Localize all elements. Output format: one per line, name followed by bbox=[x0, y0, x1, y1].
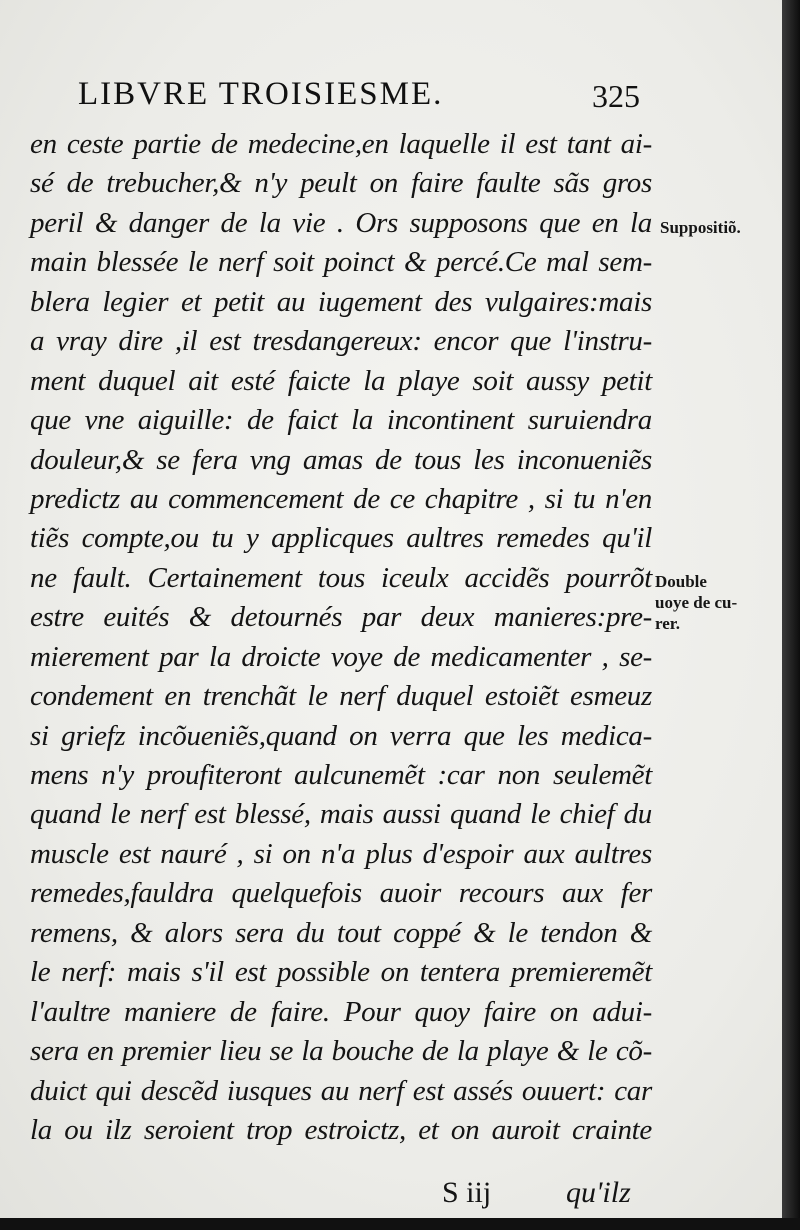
page-number: 325 bbox=[592, 78, 640, 114]
text-line: sé de trebucher,& n'y peult on faire faulte sãs gros bbox=[30, 167, 652, 200]
text-line: muscle est nauré , si on n'a plus d'espoir aux aultres bbox=[30, 837, 652, 870]
page-bottom-shadow bbox=[0, 1218, 800, 1230]
text-line: tiẽs compte,ou tu y applicques aultres remedes qu'il bbox=[30, 522, 652, 555]
text-line: quand le nerf est blessé, mais aussi quand le chief du bbox=[30, 798, 652, 831]
page-edge-shadow bbox=[782, 0, 800, 1230]
text-line: mierement par la droicte voye de medicamenter , se- bbox=[30, 640, 652, 673]
text-line: que vne aiguille: de faict la incontinent suruiendra bbox=[30, 404, 652, 437]
catchword: qu'ilz bbox=[566, 1176, 631, 1209]
text-line: sera en premier lieu se la bouche de la playe & le cõ- bbox=[30, 1035, 652, 1068]
text-line: ment duquel ait esté faicte la playe soit aussy petit bbox=[30, 364, 652, 397]
text-line: estre euités & detournés par deux manieres:pre- bbox=[30, 601, 652, 634]
text-line: ne fault. Certainement tous iceulx accidẽs pourrõt bbox=[30, 561, 652, 594]
text-line: mens n'y proufiteront aulcunemẽt :car non seulemẽt bbox=[30, 759, 652, 791]
text-line: remens, & alors sera du tout coppé & le tendon & bbox=[30, 916, 652, 949]
margin-note-line: rer. bbox=[655, 614, 681, 633]
text-line: si griefz incõueniẽs,quand on verra que les medica- bbox=[30, 719, 652, 752]
text-line: blera legier et petit au iugement des vulgaires:mais bbox=[30, 285, 652, 318]
text-line: a vray dire ,il est tresdangereux: encor que l'instru- bbox=[30, 325, 652, 358]
body-text bbox=[30, 125, 652, 1150]
text-line: condement en trenchãt le nerf duquel estoiẽt esmeuz bbox=[30, 680, 652, 713]
margin-note-supposition: Suppositiõ. bbox=[660, 218, 741, 237]
text-line: douleur,& se fera vng amas de tous les inconueniẽs bbox=[30, 443, 652, 476]
text-line: peril & danger de la vie . Ors supposons que en la bbox=[30, 206, 652, 239]
margin-note-line: uoye de cu- bbox=[655, 593, 738, 612]
signature-mark: S iij bbox=[442, 1176, 492, 1209]
text-line: en ceste partie de medecine,en laquelle il est tant ai- bbox=[30, 128, 652, 160]
margin-note-line: Double bbox=[655, 572, 707, 591]
text-line: la ou ilz seroient trop estroictz, et on auroit crainte bbox=[30, 1113, 652, 1146]
text-line: l'aultre maniere de faire. Pour quoy faire on adui- bbox=[30, 995, 652, 1028]
running-head: LIBVRE TROISIESME. bbox=[78, 76, 444, 112]
text-line: predictz au commencement de ce chapitre , si tu n'en bbox=[30, 482, 652, 515]
text-line: main blessée le nerf soit poinct & percé.Ce mal sem- bbox=[30, 246, 652, 279]
text-line: duict qui descẽd iusques au nerf est assés ouuert: car bbox=[30, 1074, 652, 1107]
margin-note-double-voye bbox=[655, 571, 737, 634]
text-line: remedes,fauldra quelquefois auoir recours aux fer bbox=[30, 877, 652, 910]
text-line: le nerf: mais s'il est possible on tentera premieremẽt bbox=[30, 956, 652, 989]
